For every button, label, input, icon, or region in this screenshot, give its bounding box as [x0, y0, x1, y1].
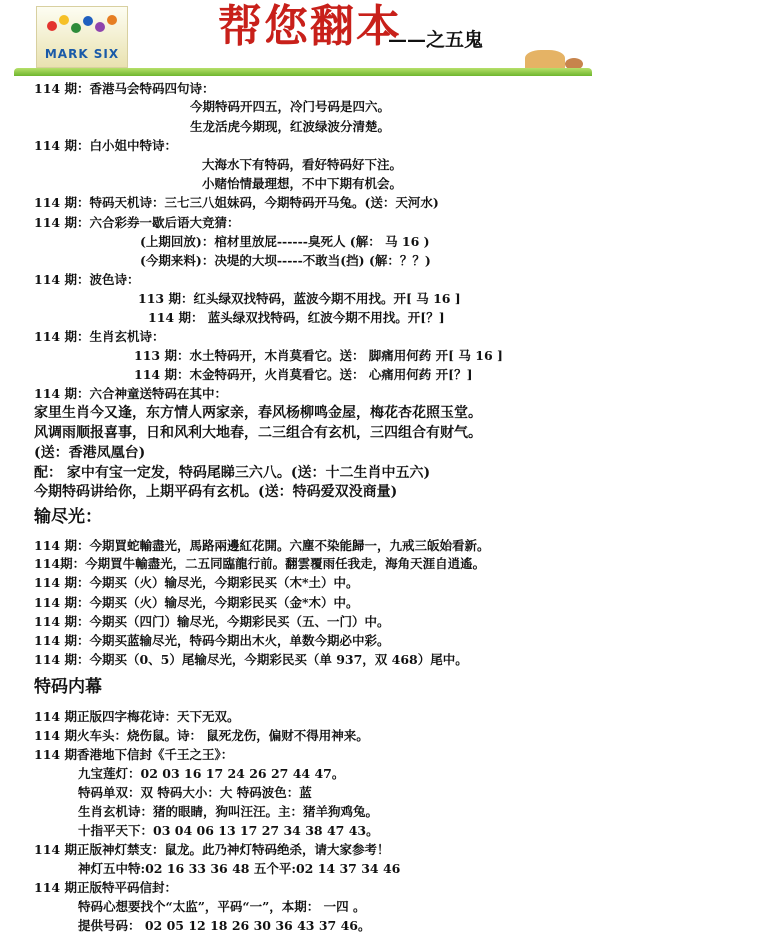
text-line: 生龙活虎今期现，红波绿波分清楚。 [190, 119, 391, 134]
grass-divider [14, 68, 592, 76]
text-line: 神灯五中特:02 16 33 36 48 五个平:02 14 37 34 46 [78, 861, 401, 876]
text-line: 特码单双：双 特码大小：大 特码波色：蓝 [78, 785, 312, 800]
text-line: 114 期：木金特码开，火肖莫看它。送： 心痛用何药 开[？] [134, 367, 473, 382]
text-line: (上期回放)：棺材里放屁------臭死人 (解： 马 16 ) [140, 234, 430, 249]
text-line: 114 期：六合神童送特码在其中： [34, 386, 227, 401]
text-line: 114 期：白小姐中特诗： [34, 138, 177, 153]
text-line: 114 期：今期买（火）输尽光，今期彩民买（金*木）中。 [34, 595, 359, 610]
text-line: 家里生肖今又逢，东方情人两家亲，春风杨柳鸣金屋，梅花杏花照玉堂。 [34, 405, 482, 421]
text-line: 114 期火车头：烧伤鼠。诗： 鼠死龙伤，偏财不得用神来。 [34, 728, 369, 743]
logo-text: MARK SIX [44, 47, 120, 61]
text-line: 114 期：今期买蓝输尽光，特码今期出木火，单数今期必中彩。 [34, 633, 390, 648]
text-line: 114 期：今期買蛇輸盡光，馬路兩邊紅花開。六塵不染能歸一，九戒三皈始看新。 [34, 538, 490, 553]
text-line: 114 期：特码天机诗：三七三八姐妹码，今期特码开马兔。(送：天河水) [34, 195, 439, 210]
text-line: 114 期：今期买（四门）输尽光，今期彩民买（五、一门）中。 [34, 614, 390, 629]
text-line: 小赌怡情最理想，不中下期有机会。 [202, 176, 403, 191]
text-line: 114 期：香港马会特码四句诗： [34, 81, 215, 96]
text-line: 生肖玄机诗：猪的眼睛，狗叫汪汪。主：猪羊狗鸡兔。 [78, 804, 379, 819]
text-line: (今期来料)：决堤的大坝-----不敢当(挡) (解：？？) [140, 253, 431, 268]
text-line: 九宝莲灯：02 03 16 17 24 26 27 44 47。 [78, 766, 345, 781]
text-line: 114 期：今期买（火）输尽光，今期彩民买（木*土）中。 [34, 575, 359, 590]
decoration-icon [525, 50, 565, 70]
text-line: 114 期：波色诗： [34, 272, 140, 287]
text-line: 今期特码开四五，冷门号码是四六。 [190, 99, 391, 114]
text-line: 114 期正版神灯禁支：鼠龙。此乃神灯特码绝杀，请大家参考！ [34, 842, 390, 857]
page-subtitle: ——之五鬼 [388, 29, 484, 51]
mark-six-logo [36, 6, 128, 68]
text-line: 114 期：今期买（0、5）尾输尽光，今期彩民买（单 937，双 468）尾中。 [34, 652, 468, 667]
text-line: 114 期： 蓝头绿双找特码，红波今期不用找。开[？] [148, 310, 445, 325]
text-line: 114 期正版四字梅花诗：天下无双。 [34, 709, 240, 724]
text-line: 114 期：六合彩券一歇后语大竞猜： [34, 215, 240, 230]
text-line: 提供号码： 02 05 12 18 26 30 36 43 37 46。 [78, 918, 371, 933]
section-heading: 输尽光： [34, 507, 102, 527]
text-line: 114 期香港地下信封《千王之王》： [34, 747, 234, 762]
text-line: 今期特码讲给你，上期平码有玄机。(送：特码爱双没商量) [34, 484, 398, 500]
text-line: 113 期：水土特码开，木肖莫看它。送： 脚痛用何药 开[ 马 16 ] [134, 348, 503, 363]
text-line: (送：香港凤凰台) [34, 445, 146, 461]
page-title: 帮您翻本 [218, 1, 402, 52]
text-line: 配： 家中有宝一定发，特码尾睇三六八。(送：十二生肖中五六) [34, 465, 431, 481]
text-line: 特码心想要找个“太监”，平码“一”，本期： 一四 。 [78, 899, 366, 914]
text-line: 大海水下有特码，看好特码好下注。 [202, 157, 403, 172]
lottery-balls-icon [45, 13, 119, 35]
header-banner [0, 0, 600, 80]
section-heading: 特码内幕 [34, 677, 102, 697]
text-line: 十指平天下：03 04 06 13 17 27 34 38 47 43。 [78, 823, 379, 838]
text-line: 114 期：生肖玄机诗： [34, 329, 165, 344]
text-line: 114 期正版特平码信封： [34, 880, 177, 895]
text-line: 风调雨顺报喜事，日和风利大地春，二三组合有玄机，三四组合有财气。 [34, 425, 482, 441]
text-line: 113 期：红头绿双找特码，蓝波今期不用找。开[ 马 16 ] [138, 291, 461, 306]
text-line: 114期：今期買牛輸盡光，二五同臨龍行前。翻雲覆雨任我走，海角天涯自逍遙。 [34, 556, 486, 571]
